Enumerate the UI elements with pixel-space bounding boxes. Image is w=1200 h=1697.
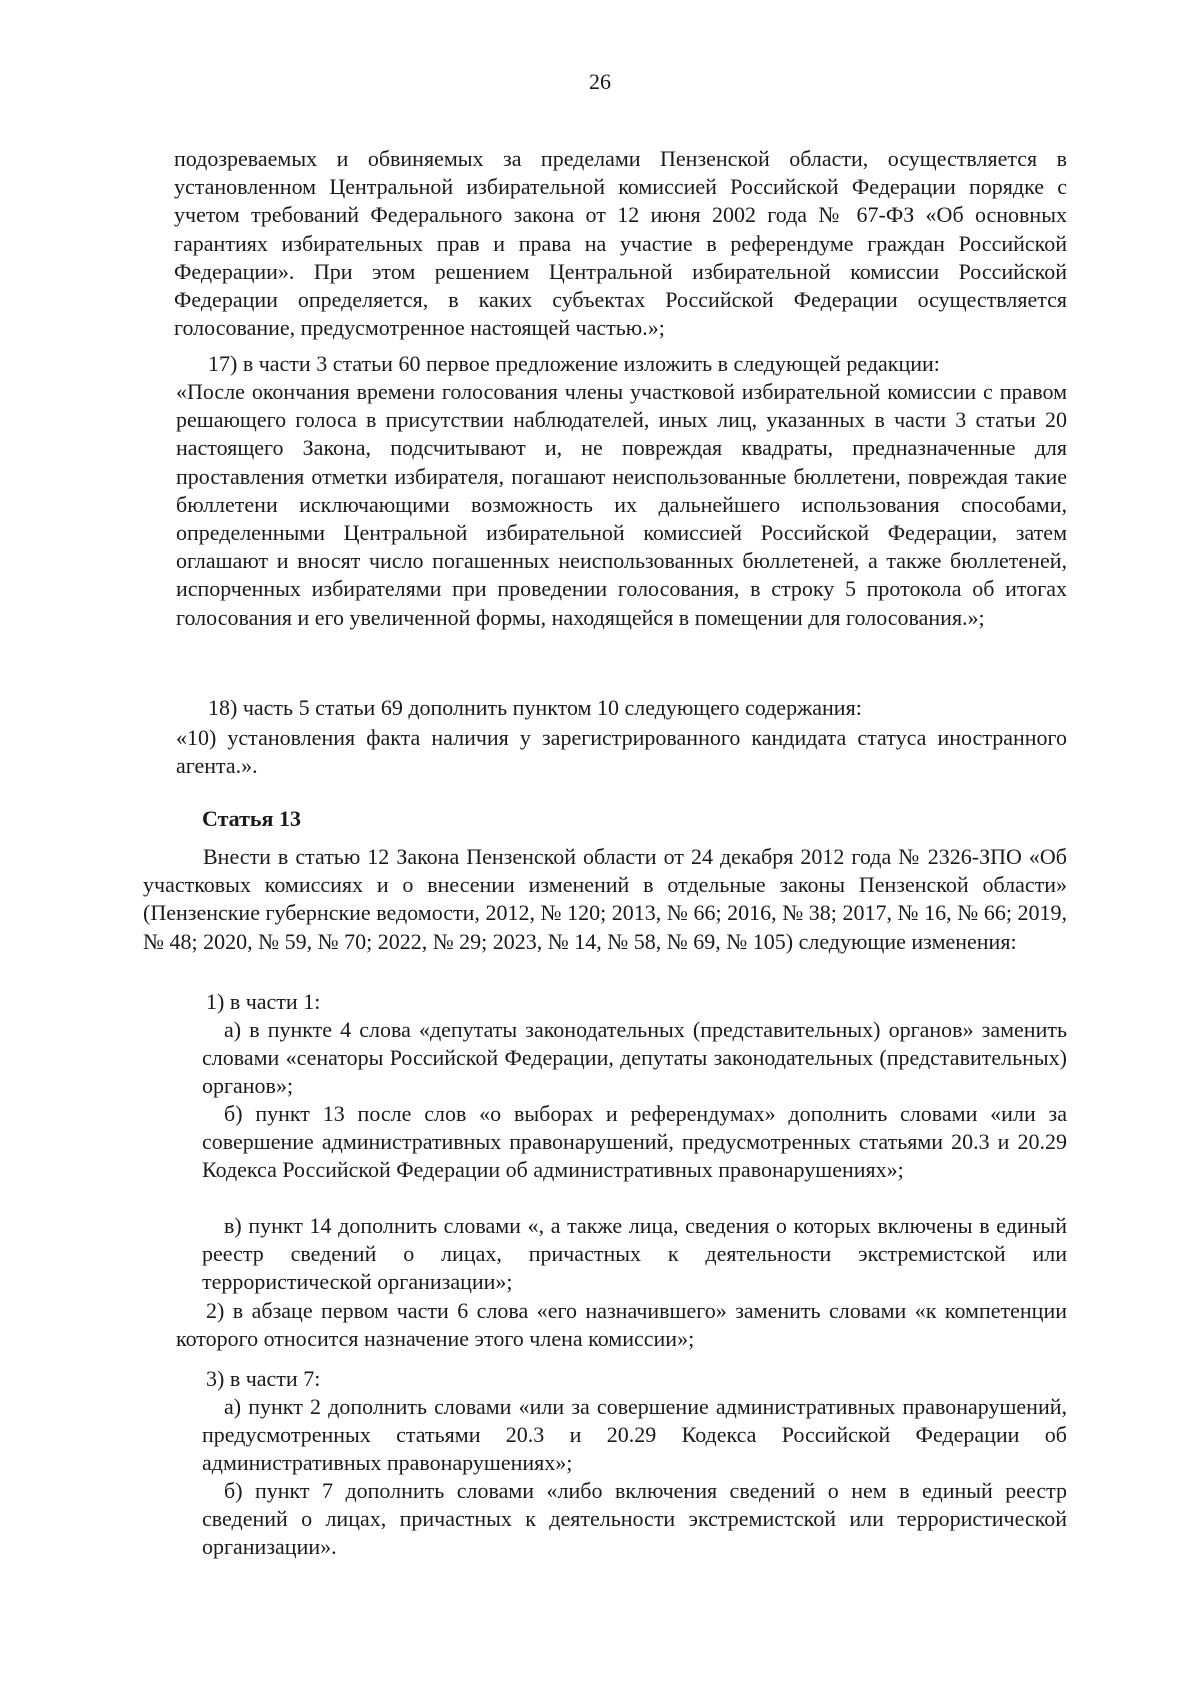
- paragraph-subitem-1a: а) в пункте 4 слова «депутаты законодательных (представительных) органов» заменить словами «сенаторы Российской Федерации, депутаты законодательных (представительных) органов»;: [202, 1017, 1067, 1099]
- paragraph-item-2: 2) в абзаце первом части 6 слова «его назначившего» заменить словами «к компетенции которого относится назначение этого члена комиссии»;: [176, 1298, 1067, 1352]
- paragraph-item-17: 17) в части 3 статьи 60 первое предложение изложить в следующей редакции:: [208, 351, 940, 376]
- paragraph-quote-17: «После окончания времени голосования члены участковой избирательной комиссии с правом решающего голоса в присутствии наблюдателей, иных лиц, указанных в части 3 статьи 20 настоящего Закона, подсчитывают и, не повреждая квадраты, предназначенные для проставления отметки избирателя, погашают неиспользованные бюллетени, повреждая такие бюллетени исключающими возможность их дальнейшего использования способами, определенными Центральной избирательной комиссией Российской Федерации, затем оглашают и вносят число погашенных неиспользованных бюллетеней, а также бюллетеней, испорченных избирателями при проведении голосования, в строку 5 протокола об итогах голосования и его увеличенной формы, находящейся в помещении для голосования.»;: [176, 379, 1067, 630]
- paragraph-subitem-1c: в) пункт 14 дополнить словами «, а также лица, сведения о которых включены в единый реестр сведений о лицах, причастных к деятельности экстремистской или террористической организации»;: [202, 1213, 1067, 1295]
- page-number: 26: [589, 69, 611, 94]
- paragraph-continuation: подозреваемых и обвиняемых за пределами Пензенской области, осуществляется в установленном Центральной избирательной комиссией Российской Федерации порядке с учетом требований Федерального закона от 12 июня 2002 года № 67-ФЗ «Об основных гарантиях избирательных прав и права на участие в референдуме граждан Российской Федерации». При этом решением Центральной избирательной комиссии Российской Федерации определяется, в каких субъектах Российской Федерации осуществляется голосование, предусмотренное настоящей частью.»;: [174, 146, 1067, 341]
- paragraph-quote-18: «10) установления факта наличия у зарегистрированного кандидата статуса иностранного агента.».: [176, 725, 1067, 779]
- paragraph-article-13-intro: Внести в статью 12 Закона Пензенской области от 24 декабря 2012 года № 2326-ЗПО «Об участковых комиссиях и о внесении изменений в отдельные законы Пензенской области» (Пензенские губернские ведомости, 2012, № 120; 2013, № 66; 2016, № 38; 2017, № 16, № 66; 2019, № 48; 2020, № 59, № 70; 2022, № 29; 2023, № 14, № 58, № 69, № 105) следующие изменения:: [143, 844, 1067, 954]
- paragraph-item-1: 1) в части 1:: [206, 989, 321, 1014]
- paragraph-item-18: 18) часть 5 статьи 69 дополнить пунктом 10 следующего содержания:: [208, 695, 862, 720]
- paragraph-subitem-3a: а) пункт 2 дополнить словами «или за совершение административных правонарушений, предусмотренных статьями 20.3 и 20.29 Кодекса Российской Федерации об административных правонарушениях»;: [202, 1394, 1067, 1476]
- paragraph-subitem-1b: б) пункт 13 после слов «о выборах и референдумах» дополнить словами «или за совершение административных правонарушений, предусмотренных статьями 20.3 и 20.29 Кодекса Российской Федерации об административных правонарушениях»;: [202, 1101, 1067, 1183]
- article-heading: Статья 13: [202, 806, 301, 831]
- paragraph-item-3: 3) в части 7:: [206, 1366, 321, 1391]
- paragraph-subitem-3b: б) пункт 7 дополнить словами «либо включения сведений о нем в единый реестр сведений о лицах, причастных к деятельности экстремистской или террористической организации».: [202, 1478, 1067, 1560]
